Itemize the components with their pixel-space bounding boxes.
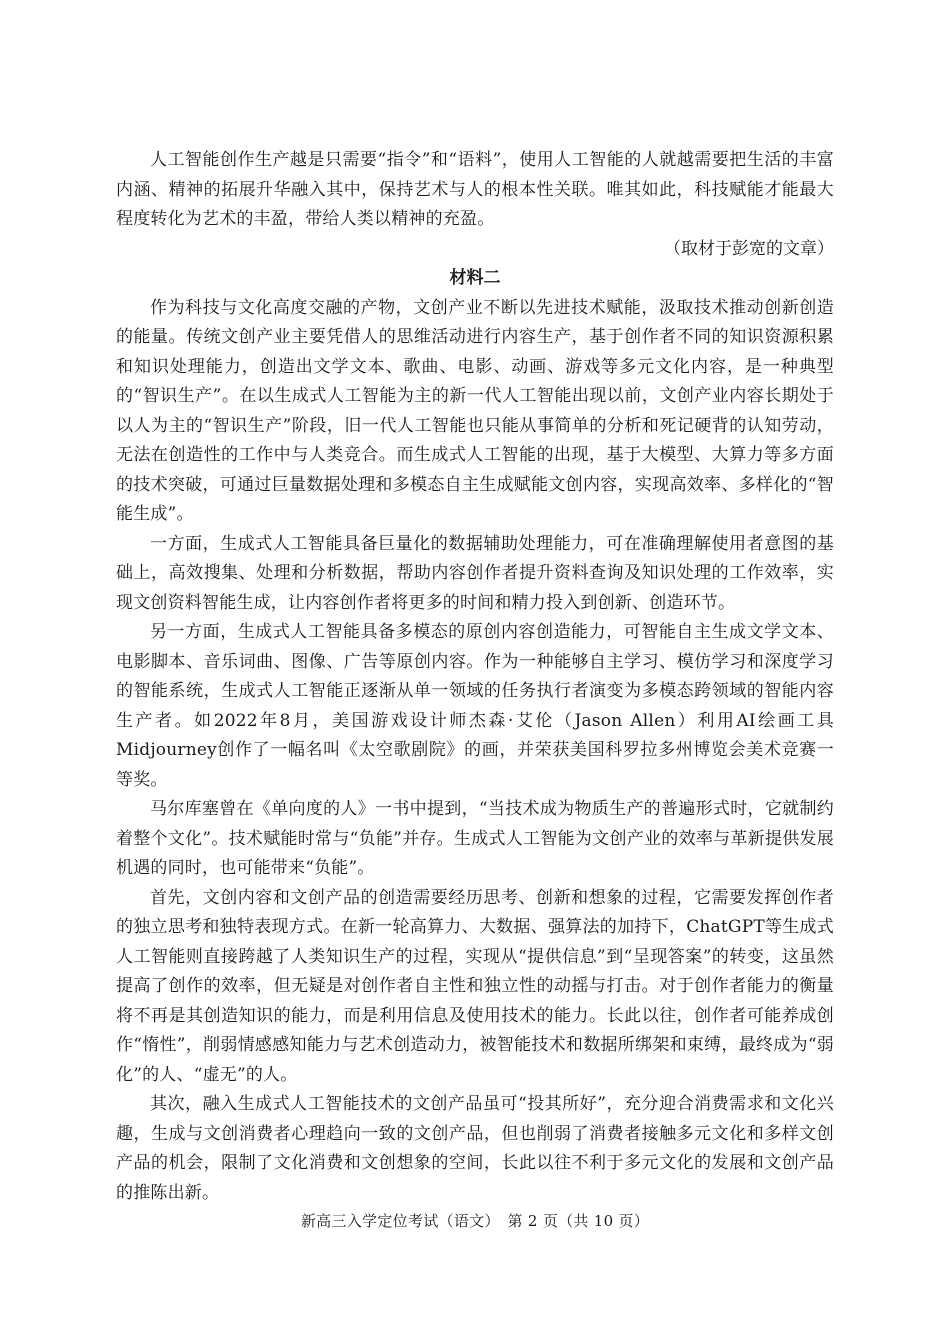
body-paragraph: 作为科技与文化高度交融的产物，文创产业不断以先进技术赋能，汲取技术推动创新创造的能量。传统文创产业主要凭借人的思维活动进行内容生产，基于创作者不同的知识资源积累和知识处理能力，创造出文学文本、歌曲、电影、动画、游戏等多元文化内容，是一种典型的“智识生产”。在以生成式人工智能为主的新一代人工智能出现以前，文创产业内容长期处于以人为主的“智识生产”阶段，旧一代人工智能也只能从事简单的分析和死记硬背的认知劳动，无法在创造性的工作中与人类竞合。而生成式人工智能的出现，基于大模型、大算力等多方面的技术突破，可通过巨量数据处理和多模态自主生成赋能文创内容，实现高效率、多样化的“智能生成”。 (116, 297, 834, 524)
section-heading-material-two: 材料二 (449, 268, 501, 288)
body-paragraph: 另一方面，生成式人工智能具备多模态的原创内容创造能力，可智能自主生成文学文本、电影脚本、音乐词曲、图像、广告等原创内容。作为一种能够自主学习、模仿学习和深度学习的智能系统，生成式人工智能正逐渐从单一领域的任务执行者演变为多模态跨领域的智能内容生产者。如2022年8月，美国游戏设计师杰森·艾伦（Jason Allen）利用AI绘画工具Midjourney创作了一幅名叫《太空歌剧院》的画，并荣获美国科罗拉多州博览会美术竞赛一等奖。 (116, 622, 834, 790)
body-paragraph: 首先，文创内容和文创产品的创造需要经历思考、创新和想象的过程，它需要发挥创作者的独立思考和独特表现方式。在新一轮高算力、大数据、强算法的加持下，ChatGPT等生成式人工智能则直接跨越了人类知识生产的过程，实现从“提供信息”到“呈现答案”的转变，这虽然提高了创作的效率，但无疑是对创作者自主性和独立性的动摇与打击。对于创作者能力的衡量将不再是其创造知识的能力，而是利用信息及使用技术的能力。长此以往，创作者可能养成创作“惰性”，削弱情感感知能力与艺术创造动力，被智能技术和数据所绑架和束缚，最终成为“弱化”的人、“虚无”的人。 (116, 887, 834, 1085)
body-paragraph: 其次，融入生成式人工智能技术的文创产品虽可“投其所好”，充分迎合消费需求和文化兴趣，生成与文创消费者心理趋向一致的文创产品，但也削弱了消费者接触多元文化和多样文创产品的机会，限制了文化消费和文创想象的空间，长此以往不利于多元文化的发展和文创产品的推陈出新。 (116, 1094, 834, 1203)
document-page (116, 146, 834, 1208)
page-footer: 新高三入学定位考试（语文） 第 2 页（共 10 页） (300, 1212, 650, 1230)
body-paragraph: 马尔库塞曾在《单向度的人》一书中提到，“当技术成为物质生产的普遍形式时，它就制约着整个文化”。技术赋能时常与“负能”并存。生成式人工智能为文创产业的效率与革新提供发展机遇的同时，也可能带来“负能”。 (116, 799, 834, 878)
material-one-closing-paragraph: 人工智能创作生产越是只需要“指令”和“语料”，使用人工智能的人就越需要把生活的丰富内涵、精神的拓展升华融入其中，保持艺术与人的根本性关联。唯其如此，科技赋能才能最大程度转化为艺术的丰盈，带给人类以精神的充盈。 (116, 150, 834, 229)
body-paragraph: 一方面，生成式人工智能具备巨量化的数据辅助处理能力，可在准确理解使用者意图的基础上，高效搜集、处理和分析数据，帮助内容创作者提升资料查询及知识处理的工作效率，实现文创资料智能生成，让内容创作者将更多的时间和精力投入到创新、创造环节。 (116, 533, 834, 613)
source-attribution: （取材于彭宽的文章） (664, 238, 834, 259)
